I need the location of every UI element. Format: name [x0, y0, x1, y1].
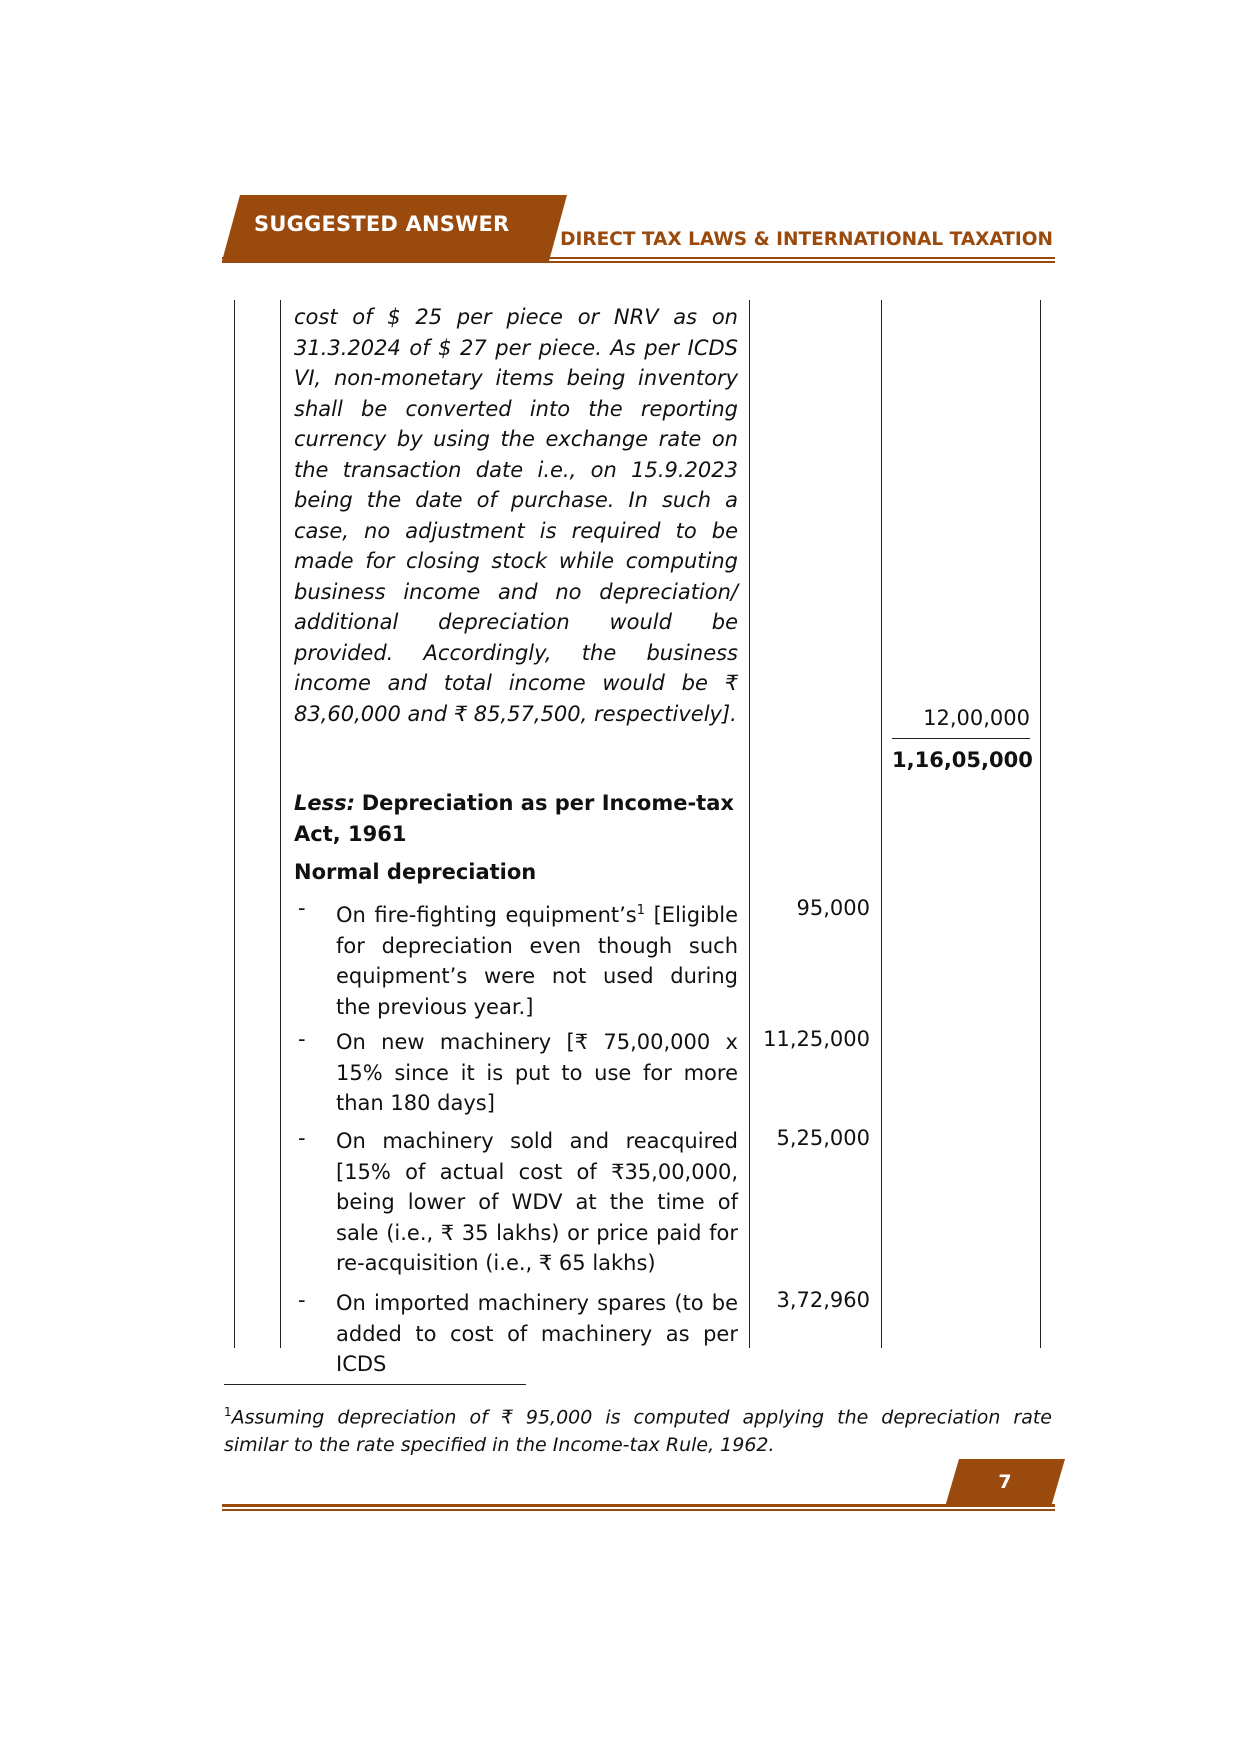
footnote-marker: 1	[224, 1405, 232, 1419]
item-text-cont: [Eligible for depreciation even though such equipment’s were not used during the previous year.]	[336, 903, 738, 1019]
item-text: On fire-fighting equipment’s	[336, 903, 637, 927]
suggested-answer-label: SUGGESTED ANSWER	[254, 212, 510, 236]
page-number: 7	[998, 1471, 1012, 1493]
amount-machinery-spares: 3,72,960	[776, 1288, 870, 1312]
table-divider-2	[749, 300, 750, 1348]
header-rule	[222, 257, 1055, 263]
amount-reacquired-machinery: 5,25,000	[776, 1126, 870, 1150]
subtotal-rule	[892, 738, 1030, 739]
footnote-text: Assuming depreciation of ₹ 95,000 is computed applying the depreciation rate similar to the rate specified in the Income-tax Rule, 1962.	[224, 1406, 1052, 1457]
footer-rule	[222, 1504, 1055, 1511]
less-depreciation-heading	[294, 788, 738, 849]
less-prefix: Less:	[294, 791, 356, 815]
amount-new-machinery: 11,25,000	[763, 1027, 870, 1051]
table-divider-3	[881, 300, 882, 1348]
footnote-rule	[224, 1384, 526, 1385]
table-border-left	[234, 300, 235, 1348]
footnote-ref: 1	[636, 903, 646, 918]
footnote	[224, 1398, 1052, 1459]
table-border-right	[1040, 300, 1041, 1348]
total-amount: 1,16,05,000	[892, 748, 1033, 772]
list-item-new-machinery: On new machinery [₹ 75,00,000 x 15% since it is put to use for more than 180 days]	[336, 1030, 738, 1115]
normal-depreciation-heading: Normal depreciation	[294, 860, 537, 884]
amount-12-lakh: 12,00,000	[923, 706, 1030, 730]
list-dash: -	[298, 1288, 306, 1312]
list-dash: -	[298, 1027, 306, 1051]
list-item-fire-fighting	[336, 896, 738, 1022]
list-item-reacquired-machinery: On machinery sold and reacquired [15% of actual cost of ₹35,00,000, being lower of WDV at the time of sale (i.e., ₹ 35 lakhs) or price paid for re-acquisition (i.e., ₹ 65 lakhs)	[336, 1129, 738, 1275]
amount-fire-fighting: 95,000	[796, 896, 870, 920]
list-dash: -	[298, 896, 306, 920]
list-dash: -	[298, 1126, 306, 1150]
table-divider-1	[280, 300, 281, 1348]
less-heading-text: Depreciation as per Income-tax Act, 1961	[294, 791, 734, 846]
continued-note: cost of $ 25 per piece or NRV as on 31.3.2024 of $ 27 per piece. As per ICDS VI, non-monetary items being inventory shall be converted into the reporting currency by using the exchange rate on the transaction date i.e., on 15.9.2023 being the date of purchase. In such a case, no adjustment is required to be made for closing stock while computing business income and no depreciation/ additional depreciation would be provided. Accordingly, the business income and total income would be ₹ 83,60,000 and ₹ 85,57,500, respectively].	[294, 305, 738, 726]
subject-title: DIRECT TAX LAWS & INTERNATIONAL TAXATION	[560, 229, 1053, 250]
list-item-machinery-spares: On imported machinery spares (to be added to cost of machinery as per ICDS	[336, 1291, 738, 1376]
